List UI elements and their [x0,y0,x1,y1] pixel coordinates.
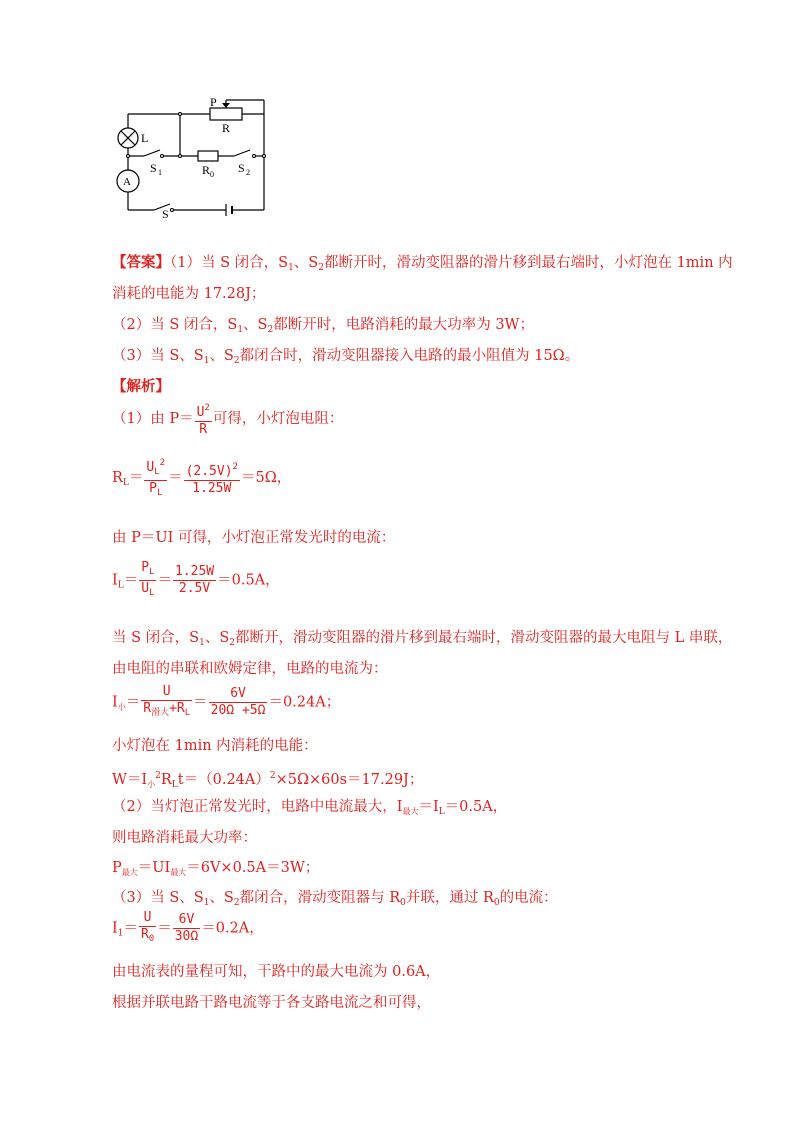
formula-rl: $R_L=$ $\frac{U_L^2}{P_L}$ ＝ $\frac{(2.5V)^2}{1.25W}$ ＝5Ω， [112,455,291,501]
fraction-ul2-pl: $\frac{U_L^2}{P_L}$ [144,455,167,501]
formula-il: $I_L=$ $\frac{P_L}{U_L}$ ＝ $\frac{1.25W}{2.5V}$ ＝0.5A， [112,560,280,601]
analysis-p3: 当 S 闭合，$S_1$、$S_2$都断开，滑动变阻器的滑片移到最右端时，滑动变阻器的最大电阻与 L 串联， [112,630,733,648]
fraction-pl-ul: $\frac{P_L}{U_L}$ [141,560,155,598]
switch-s1-symbol [144,150,160,156]
label-r0: R [202,163,211,177]
analysis-tag: 【解析】 [112,378,170,395]
answer-line-3: （3）当 S、$S_1$、$S_2$都闭合时，滑动变阻器接入电路的最小阻值为 15Ω。 [112,348,580,366]
formula-i1: $I_1=$ $\frac{U}{R_0}$ ＝ $\frac{6V}{30\Omega}$ ＝0.2A， [112,910,264,947]
r0-symbol [198,151,218,161]
label-s1: S [150,161,157,175]
analysis-p6: （2）当灯泡正常发光时，电路中电流最大，$I_{最大}=I_L=0.5A$， [112,799,508,817]
fraction-values-rl: $\frac{(2.5V)^2}{1.25W}$ [184,459,240,497]
answer-line-1: 【答案】（1）当 S 闭合，$S_1$、$S_2$都断开时，滑动变阻器的滑片移到最右端时，小灯泡在 1min 内 [112,254,733,273]
label-r0-sub: 0 [210,170,214,179]
fraction-values-il: $\frac{1.25W}{2.5V}$ [174,564,215,596]
analysis-p10: 由电流表的量程可知，干路中的最大电流为 0.6A， [112,964,441,980]
rheostat-symbol [210,108,242,120]
label-p: P [210,95,217,109]
analysis-p5: 小灯泡在 1min 内消耗的电能： [112,738,318,754]
label-s2: S [238,161,245,175]
fraction-u2-r: $\frac{U^2}{R}$ [195,400,212,438]
formula-imin: $I_小=$ $\frac{U}{R_{滑大}+R_L}$ ＝ $\frac{6V}{20\Omega +5\Omega}$ ＝0.24A； [112,684,340,721]
formula-power: （1）由 P＝ $\frac{U^2}{R}$ 可得，小灯泡电阻： [112,400,343,438]
fraction-values-i1: $\frac{6V}{30\Omega}$ [174,912,199,944]
switch-s2-symbol [234,150,250,156]
label-r: R [222,121,231,135]
label-a: A [123,176,131,188]
label-s1-sub: 1 [158,168,162,177]
analysis-p11: 根据并联电路干路电流等于各支路电流之和可得， [112,995,431,1011]
answer-line-2: （2）当 S 闭合，$S_1$、$S_2$都断开时，电路消耗的最大功率为 3W； [112,317,534,335]
fraction-u-rsum: $\frac{U}{R_{滑大}+R_L}$ [143,684,191,718]
analysis-p4: 由电阻的串联和欧姆定律，电路的电流为： [112,661,388,677]
fraction-u-r0: $\frac{U}{R_0}$ [140,910,155,944]
label-s: S [162,207,169,218]
label-s2-sub: 2 [246,168,250,177]
fraction-values-imin: $\frac{6V}{20\Omega +5\Omega}$ [210,686,266,718]
formula-w: $W=I_小^2R_Lt=(0.24A)^2\times 5\Omega\times 60s=17.29J$； [112,771,424,790]
formula-pmax: $P_{最大}=UI_{最大}=6V\times 0.5A=3W$； [112,860,320,877]
answer-tag: 【答案】 [112,254,170,271]
circuit-diagram [108,94,278,218]
analysis-p2: 由 P＝UI 可得，小灯泡正常发光时的电流： [112,530,396,546]
label-l: L [141,131,149,145]
analysis-p9: （3）当 S、$S_1$、$S_2$都闭合，滑动变阻器与 $R_0$并联，通过 $R_0$的电流： [112,890,558,908]
answer-line-1b: 消耗的电能为 17.28J； [112,286,266,302]
analysis-p7: 则电路消耗最大功率： [112,830,257,846]
